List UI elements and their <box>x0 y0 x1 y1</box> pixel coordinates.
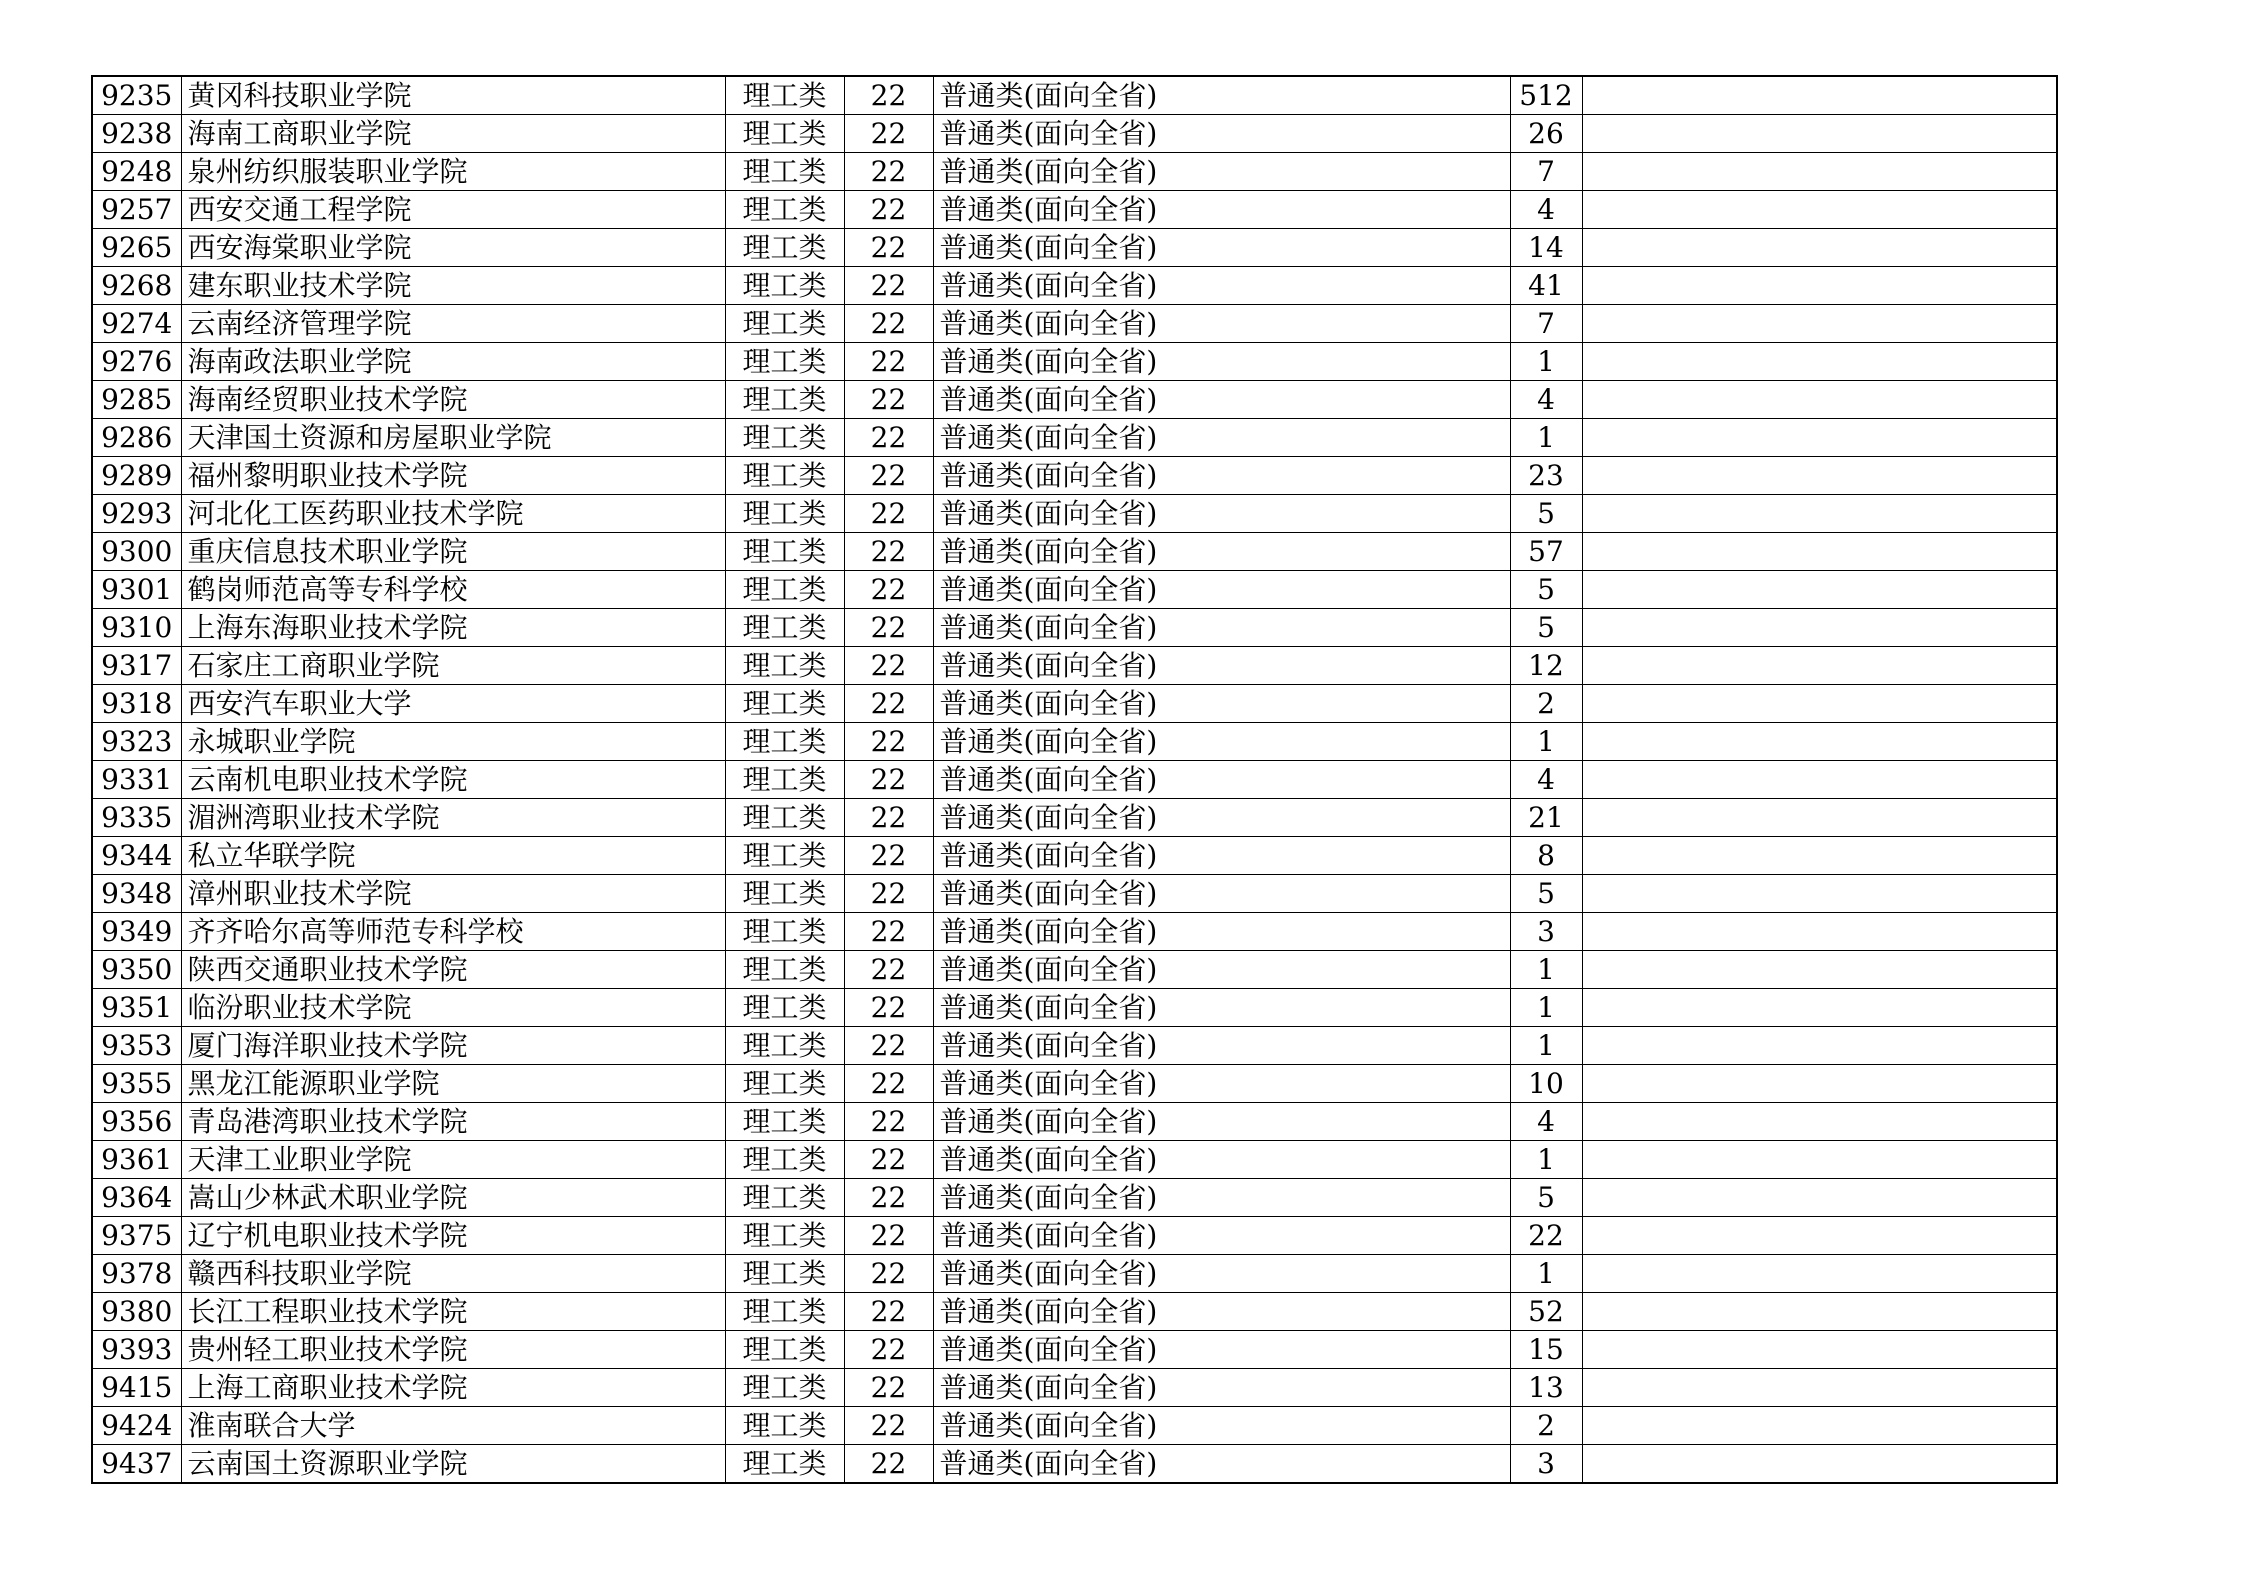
note-cell <box>1582 343 2057 381</box>
subject-category-cell: 理工类 <box>725 1027 844 1065</box>
plan-type-cell: 普通类(面向全省) <box>933 1331 1510 1369</box>
table-row <box>92 609 2057 647</box>
subject-category-cell: 理工类 <box>725 1293 844 1331</box>
batch-code-cell: 22 <box>844 647 933 685</box>
batch-code-cell: 22 <box>844 1141 933 1179</box>
subject-category-cell: 理工类 <box>725 115 844 153</box>
table-row <box>92 1293 2057 1331</box>
school-code-cell: 9344 <box>92 837 181 875</box>
plan-count-cell: 12 <box>1510 647 1582 685</box>
plan-count-cell: 5 <box>1510 609 1582 647</box>
plan-type-cell: 普通类(面向全省) <box>933 381 1510 419</box>
school-code-cell: 9415 <box>92 1369 181 1407</box>
plan-count-cell: 1 <box>1510 951 1582 989</box>
table-row <box>92 1217 2057 1255</box>
table-row <box>92 267 2057 305</box>
plan-type-cell: 普通类(面向全省) <box>933 913 1510 951</box>
school-code-cell: 9356 <box>92 1103 181 1141</box>
school-code-cell: 9289 <box>92 457 181 495</box>
school-code-cell: 9350 <box>92 951 181 989</box>
batch-code-cell: 22 <box>844 305 933 343</box>
school-name-cell: 西安交通工程学院 <box>181 191 725 229</box>
subject-category-cell: 理工类 <box>725 1255 844 1293</box>
subject-category-cell: 理工类 <box>725 647 844 685</box>
subject-category-cell: 理工类 <box>725 1445 844 1484</box>
plan-count-cell: 14 <box>1510 229 1582 267</box>
school-name-cell: 海南工商职业学院 <box>181 115 725 153</box>
subject-category-cell: 理工类 <box>725 989 844 1027</box>
school-code-cell: 9361 <box>92 1141 181 1179</box>
plan-count-cell: 52 <box>1510 1293 1582 1331</box>
school-code-cell: 9335 <box>92 799 181 837</box>
table-row <box>92 381 2057 419</box>
subject-category-cell: 理工类 <box>725 229 844 267</box>
table-row <box>92 1103 2057 1141</box>
plan-count-cell: 3 <box>1510 913 1582 951</box>
table-row <box>92 1255 2057 1293</box>
plan-type-cell: 普通类(面向全省) <box>933 951 1510 989</box>
plan-count-cell: 23 <box>1510 457 1582 495</box>
note-cell <box>1582 1369 2057 1407</box>
school-name-cell: 海南政法职业学院 <box>181 343 725 381</box>
table-row <box>92 1445 2057 1484</box>
plan-count-cell: 1 <box>1510 989 1582 1027</box>
batch-code-cell: 22 <box>844 191 933 229</box>
table-row <box>92 951 2057 989</box>
subject-category-cell: 理工类 <box>725 1141 844 1179</box>
batch-code-cell: 22 <box>844 685 933 723</box>
subject-category-cell: 理工类 <box>725 381 844 419</box>
batch-code-cell: 22 <box>844 609 933 647</box>
plan-count-cell: 57 <box>1510 533 1582 571</box>
subject-category-cell: 理工类 <box>725 153 844 191</box>
school-name-cell: 鹤岗师范高等专科学校 <box>181 571 725 609</box>
subject-category-cell: 理工类 <box>725 1217 844 1255</box>
plan-count-cell: 10 <box>1510 1065 1582 1103</box>
plan-type-cell: 普通类(面向全省) <box>933 571 1510 609</box>
plan-type-cell: 普通类(面向全省) <box>933 457 1510 495</box>
plan-count-cell: 7 <box>1510 305 1582 343</box>
school-name-cell: 天津国土资源和房屋职业学院 <box>181 419 725 457</box>
note-cell <box>1582 1217 2057 1255</box>
subject-category-cell: 理工类 <box>725 609 844 647</box>
plan-type-cell: 普通类(面向全省) <box>933 1027 1510 1065</box>
plan-count-cell: 21 <box>1510 799 1582 837</box>
batch-code-cell: 22 <box>844 1027 933 1065</box>
plan-count-cell: 7 <box>1510 153 1582 191</box>
school-code-cell: 9268 <box>92 267 181 305</box>
school-code-cell: 9301 <box>92 571 181 609</box>
table-row <box>92 723 2057 761</box>
school-code-cell: 9286 <box>92 419 181 457</box>
school-code-cell: 9317 <box>92 647 181 685</box>
note-cell <box>1582 1445 2057 1484</box>
school-name-cell: 厦门海洋职业技术学院 <box>181 1027 725 1065</box>
subject-category-cell: 理工类 <box>725 761 844 799</box>
table-row <box>92 761 2057 799</box>
batch-code-cell: 22 <box>844 229 933 267</box>
batch-code-cell: 22 <box>844 1331 933 1369</box>
plan-count-cell: 4 <box>1510 1103 1582 1141</box>
subject-category-cell: 理工类 <box>725 191 844 229</box>
subject-category-cell: 理工类 <box>725 457 844 495</box>
batch-code-cell: 22 <box>844 1445 933 1484</box>
plan-count-cell: 1 <box>1510 1255 1582 1293</box>
batch-code-cell: 22 <box>844 989 933 1027</box>
batch-code-cell: 22 <box>844 1407 933 1445</box>
school-name-cell: 湄洲湾职业技术学院 <box>181 799 725 837</box>
plan-type-cell: 普通类(面向全省) <box>933 685 1510 723</box>
subject-category-cell: 理工类 <box>725 1065 844 1103</box>
subject-category-cell: 理工类 <box>725 1369 844 1407</box>
subject-category-cell: 理工类 <box>725 951 844 989</box>
batch-code-cell: 22 <box>844 1065 933 1103</box>
plan-type-cell: 普通类(面向全省) <box>933 191 1510 229</box>
school-code-cell: 9300 <box>92 533 181 571</box>
subject-category-cell: 理工类 <box>725 1179 844 1217</box>
school-name-cell: 石家庄工商职业学院 <box>181 647 725 685</box>
batch-code-cell: 22 <box>844 1293 933 1331</box>
school-name-cell: 陕西交通职业技术学院 <box>181 951 725 989</box>
plan-type-cell: 普通类(面向全省) <box>933 76 1510 115</box>
table-row <box>92 1141 2057 1179</box>
plan-type-cell: 普通类(面向全省) <box>933 267 1510 305</box>
table-row <box>92 1027 2057 1065</box>
batch-code-cell: 22 <box>844 457 933 495</box>
school-name-cell: 永城职业学院 <box>181 723 725 761</box>
school-code-cell: 9323 <box>92 723 181 761</box>
plan-type-cell: 普通类(面向全省) <box>933 1255 1510 1293</box>
subject-category-cell: 理工类 <box>725 1103 844 1141</box>
table-row <box>92 875 2057 913</box>
enrollment-plan-table <box>91 75 2058 1484</box>
school-code-cell: 9235 <box>92 76 181 115</box>
school-code-cell: 9248 <box>92 153 181 191</box>
note-cell <box>1582 609 2057 647</box>
note-cell <box>1582 305 2057 343</box>
plan-type-cell: 普通类(面向全省) <box>933 343 1510 381</box>
table-row <box>92 1407 2057 1445</box>
plan-type-cell: 普通类(面向全省) <box>933 495 1510 533</box>
school-name-cell: 青岛港湾职业技术学院 <box>181 1103 725 1141</box>
table-row <box>92 419 2057 457</box>
batch-code-cell: 22 <box>844 343 933 381</box>
subject-category-cell: 理工类 <box>725 533 844 571</box>
note-cell <box>1582 153 2057 191</box>
batch-code-cell: 22 <box>844 913 933 951</box>
table-body <box>92 76 2057 1483</box>
batch-code-cell: 22 <box>844 875 933 913</box>
school-code-cell: 9355 <box>92 1065 181 1103</box>
table-row <box>92 799 2057 837</box>
plan-type-cell: 普通类(面向全省) <box>933 761 1510 799</box>
plan-count-cell: 512 <box>1510 76 1582 115</box>
plan-count-cell: 8 <box>1510 837 1582 875</box>
school-name-cell: 淮南联合大学 <box>181 1407 725 1445</box>
school-code-cell: 9375 <box>92 1217 181 1255</box>
note-cell <box>1582 229 2057 267</box>
school-code-cell: 9310 <box>92 609 181 647</box>
school-name-cell: 福州黎明职业技术学院 <box>181 457 725 495</box>
plan-count-cell: 1 <box>1510 1141 1582 1179</box>
school-name-cell: 河北化工医药职业技术学院 <box>181 495 725 533</box>
plan-type-cell: 普通类(面向全省) <box>933 305 1510 343</box>
batch-code-cell: 22 <box>844 1369 933 1407</box>
batch-code-cell: 22 <box>844 951 933 989</box>
note-cell <box>1582 533 2057 571</box>
note-cell <box>1582 799 2057 837</box>
plan-count-cell: 22 <box>1510 1217 1582 1255</box>
school-code-cell: 9353 <box>92 1027 181 1065</box>
batch-code-cell: 22 <box>844 1255 933 1293</box>
plan-count-cell: 5 <box>1510 495 1582 533</box>
note-cell <box>1582 1103 2057 1141</box>
school-name-cell: 西安海棠职业学院 <box>181 229 725 267</box>
subject-category-cell: 理工类 <box>725 419 844 457</box>
school-code-cell: 9424 <box>92 1407 181 1445</box>
table-row <box>92 533 2057 571</box>
school-name-cell: 云南机电职业技术学院 <box>181 761 725 799</box>
note-cell <box>1582 875 2057 913</box>
plan-type-cell: 普通类(面向全省) <box>933 1369 1510 1407</box>
plan-count-cell: 4 <box>1510 761 1582 799</box>
plan-type-cell: 普通类(面向全省) <box>933 115 1510 153</box>
plan-count-cell: 13 <box>1510 1369 1582 1407</box>
note-cell <box>1582 1293 2057 1331</box>
subject-category-cell: 理工类 <box>725 913 844 951</box>
subject-category-cell: 理工类 <box>725 875 844 913</box>
school-code-cell: 9276 <box>92 343 181 381</box>
plan-type-cell: 普通类(面向全省) <box>933 837 1510 875</box>
note-cell <box>1582 913 2057 951</box>
school-name-cell: 嵩山少林武术职业学院 <box>181 1179 725 1217</box>
school-name-cell: 天津工业职业学院 <box>181 1141 725 1179</box>
school-code-cell: 9257 <box>92 191 181 229</box>
note-cell <box>1582 989 2057 1027</box>
note-cell <box>1582 761 2057 799</box>
school-name-cell: 上海东海职业技术学院 <box>181 609 725 647</box>
table-row <box>92 913 2057 951</box>
note-cell <box>1582 419 2057 457</box>
school-name-cell: 漳州职业技术学院 <box>181 875 725 913</box>
plan-count-cell: 1 <box>1510 419 1582 457</box>
table-row <box>92 1179 2057 1217</box>
subject-category-cell: 理工类 <box>725 1407 844 1445</box>
subject-category-cell: 理工类 <box>725 76 844 115</box>
table-row <box>92 685 2057 723</box>
note-cell <box>1582 76 2057 115</box>
plan-count-cell: 1 <box>1510 1027 1582 1065</box>
note-cell <box>1582 381 2057 419</box>
school-name-cell: 云南经济管理学院 <box>181 305 725 343</box>
school-code-cell: 9348 <box>92 875 181 913</box>
school-name-cell: 辽宁机电职业技术学院 <box>181 1217 725 1255</box>
plan-count-cell: 41 <box>1510 267 1582 305</box>
plan-type-cell: 普通类(面向全省) <box>933 1293 1510 1331</box>
school-code-cell: 9265 <box>92 229 181 267</box>
batch-code-cell: 22 <box>844 1179 933 1217</box>
school-name-cell: 上海工商职业技术学院 <box>181 1369 725 1407</box>
note-cell <box>1582 267 2057 305</box>
school-name-cell: 齐齐哈尔高等师范专科学校 <box>181 913 725 951</box>
note-cell <box>1582 1065 2057 1103</box>
batch-code-cell: 22 <box>844 115 933 153</box>
table-row <box>92 343 2057 381</box>
plan-count-cell: 4 <box>1510 191 1582 229</box>
batch-code-cell: 22 <box>844 723 933 761</box>
school-name-cell: 临汾职业技术学院 <box>181 989 725 1027</box>
school-name-cell: 赣西科技职业学院 <box>181 1255 725 1293</box>
plan-type-cell: 普通类(面向全省) <box>933 1179 1510 1217</box>
subject-category-cell: 理工类 <box>725 305 844 343</box>
subject-category-cell: 理工类 <box>725 837 844 875</box>
plan-count-cell: 26 <box>1510 115 1582 153</box>
plan-type-cell: 普通类(面向全省) <box>933 989 1510 1027</box>
plan-type-cell: 普通类(面向全省) <box>933 1217 1510 1255</box>
subject-category-cell: 理工类 <box>725 571 844 609</box>
note-cell <box>1582 951 2057 989</box>
plan-count-cell: 2 <box>1510 685 1582 723</box>
plan-count-cell: 4 <box>1510 381 1582 419</box>
school-name-cell: 泉州纺织服装职业学院 <box>181 153 725 191</box>
table-row <box>92 305 2057 343</box>
batch-code-cell: 22 <box>844 153 933 191</box>
subject-category-cell: 理工类 <box>725 495 844 533</box>
school-name-cell: 重庆信息技术职业学院 <box>181 533 725 571</box>
school-code-cell: 9238 <box>92 115 181 153</box>
subject-category-cell: 理工类 <box>725 685 844 723</box>
plan-type-cell: 普通类(面向全省) <box>933 1103 1510 1141</box>
plan-count-cell: 5 <box>1510 1179 1582 1217</box>
school-name-cell: 西安汽车职业大学 <box>181 685 725 723</box>
note-cell <box>1582 1331 2057 1369</box>
school-code-cell: 9393 <box>92 1331 181 1369</box>
school-code-cell: 9437 <box>92 1445 181 1484</box>
plan-count-cell: 2 <box>1510 1407 1582 1445</box>
table-row <box>92 229 2057 267</box>
batch-code-cell: 22 <box>844 495 933 533</box>
batch-code-cell: 22 <box>844 1103 933 1141</box>
batch-code-cell: 22 <box>844 837 933 875</box>
plan-count-cell: 15 <box>1510 1331 1582 1369</box>
plan-count-cell: 1 <box>1510 343 1582 381</box>
plan-count-cell: 1 <box>1510 723 1582 761</box>
plan-type-cell: 普通类(面向全省) <box>933 533 1510 571</box>
plan-count-cell: 5 <box>1510 875 1582 913</box>
note-cell <box>1582 1027 2057 1065</box>
plan-count-cell: 5 <box>1510 571 1582 609</box>
school-code-cell: 9364 <box>92 1179 181 1217</box>
plan-type-cell: 普通类(面向全省) <box>933 1407 1510 1445</box>
school-code-cell: 9351 <box>92 989 181 1027</box>
batch-code-cell: 22 <box>844 419 933 457</box>
batch-code-cell: 22 <box>844 381 933 419</box>
plan-type-cell: 普通类(面向全省) <box>933 229 1510 267</box>
note-cell <box>1582 1141 2057 1179</box>
subject-category-cell: 理工类 <box>725 723 844 761</box>
table-row <box>92 457 2057 495</box>
plan-type-cell: 普通类(面向全省) <box>933 723 1510 761</box>
batch-code-cell: 22 <box>844 267 933 305</box>
note-cell <box>1582 1179 2057 1217</box>
school-code-cell: 9380 <box>92 1293 181 1331</box>
school-code-cell: 9285 <box>92 381 181 419</box>
school-name-cell: 建东职业技术学院 <box>181 267 725 305</box>
note-cell <box>1582 191 2057 229</box>
school-name-cell: 贵州轻工职业技术学院 <box>181 1331 725 1369</box>
note-cell <box>1582 571 2057 609</box>
note-cell <box>1582 115 2057 153</box>
note-cell <box>1582 1407 2057 1445</box>
school-code-cell: 9378 <box>92 1255 181 1293</box>
plan-count-cell: 3 <box>1510 1445 1582 1484</box>
subject-category-cell: 理工类 <box>725 267 844 305</box>
subject-category-cell: 理工类 <box>725 343 844 381</box>
table-row <box>92 989 2057 1027</box>
plan-type-cell: 普通类(面向全省) <box>933 1141 1510 1179</box>
subject-category-cell: 理工类 <box>725 1331 844 1369</box>
plan-type-cell: 普通类(面向全省) <box>933 609 1510 647</box>
batch-code-cell: 22 <box>844 799 933 837</box>
note-cell <box>1582 647 2057 685</box>
batch-code-cell: 22 <box>844 1217 933 1255</box>
school-name-cell: 黄冈科技职业学院 <box>181 76 725 115</box>
note-cell <box>1582 495 2057 533</box>
school-code-cell: 9331 <box>92 761 181 799</box>
table-row <box>92 647 2057 685</box>
plan-type-cell: 普通类(面向全省) <box>933 153 1510 191</box>
table-row <box>92 191 2057 229</box>
school-name-cell: 长江工程职业技术学院 <box>181 1293 725 1331</box>
school-code-cell: 9318 <box>92 685 181 723</box>
table-row <box>92 1331 2057 1369</box>
table-row <box>92 76 2057 115</box>
batch-code-cell: 22 <box>844 761 933 799</box>
school-name-cell: 私立华联学院 <box>181 837 725 875</box>
plan-type-cell: 普通类(面向全省) <box>933 1065 1510 1103</box>
school-name-cell: 云南国土资源职业学院 <box>181 1445 725 1484</box>
school-name-cell: 黑龙江能源职业学院 <box>181 1065 725 1103</box>
table-row <box>92 1369 2057 1407</box>
batch-code-cell: 22 <box>844 76 933 115</box>
note-cell <box>1582 1255 2057 1293</box>
batch-code-cell: 22 <box>844 571 933 609</box>
school-code-cell: 9293 <box>92 495 181 533</box>
note-cell <box>1582 685 2057 723</box>
plan-type-cell: 普通类(面向全省) <box>933 875 1510 913</box>
table-row <box>92 1065 2057 1103</box>
table-row <box>92 153 2057 191</box>
school-name-cell: 海南经贸职业技术学院 <box>181 381 725 419</box>
plan-type-cell: 普通类(面向全省) <box>933 647 1510 685</box>
table-row <box>92 571 2057 609</box>
note-cell <box>1582 837 2057 875</box>
batch-code-cell: 22 <box>844 533 933 571</box>
school-code-cell: 9274 <box>92 305 181 343</box>
table-row <box>92 115 2057 153</box>
school-code-cell: 9349 <box>92 913 181 951</box>
subject-category-cell: 理工类 <box>725 799 844 837</box>
plan-type-cell: 普通类(面向全省) <box>933 799 1510 837</box>
table-row <box>92 495 2057 533</box>
table-row <box>92 837 2057 875</box>
note-cell <box>1582 723 2057 761</box>
plan-type-cell: 普通类(面向全省) <box>933 1445 1510 1484</box>
plan-type-cell: 普通类(面向全省) <box>933 419 1510 457</box>
note-cell <box>1582 457 2057 495</box>
